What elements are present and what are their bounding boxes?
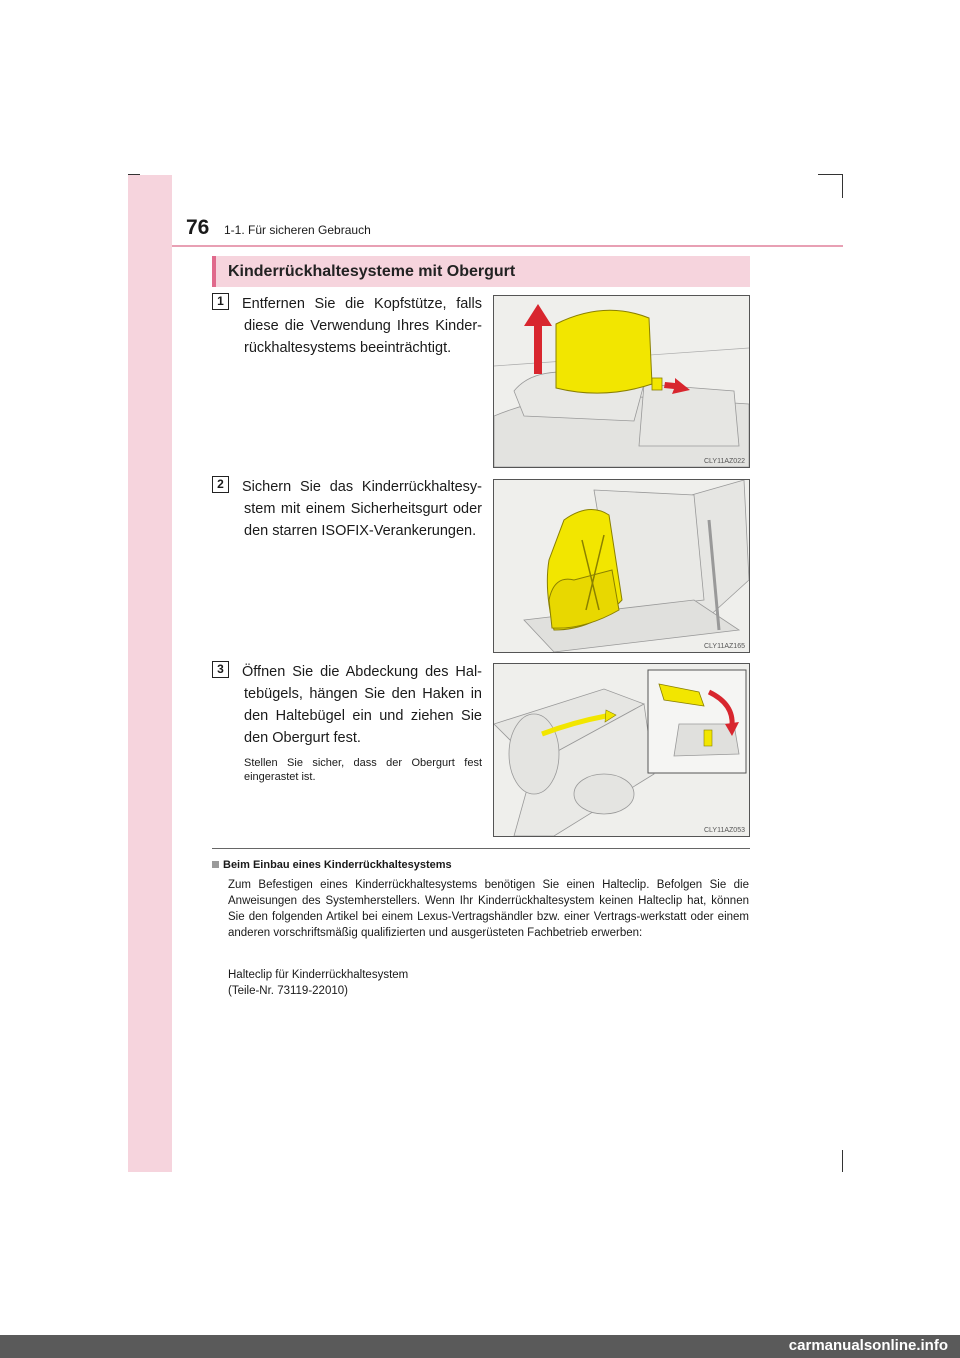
crop-mark-top-right-v	[842, 174, 843, 198]
section-title: Kinderrückhaltesysteme mit Obergurt	[212, 256, 750, 287]
watermark-bar	[0, 1335, 960, 1358]
step-text-2: Sichern Sie das Kinderrückhaltesy-stem mit einem Sicherheitsgurt oder den starren ISOFIX-Verankerungen.	[242, 479, 482, 539]
figure-headrest-removal	[493, 295, 750, 468]
chapter-sidebar	[128, 175, 172, 1172]
step-number-1: 1	[212, 293, 229, 310]
info-part-line-1: Halteclip für Kinderrückhaltesystem	[228, 969, 409, 981]
figure-code: CLY11AZ022	[704, 458, 745, 465]
watermark-text: carmanualsonline.info	[788, 1337, 948, 1354]
info-title-text: Beim Einbau eines Kinderrückhaltesystems	[223, 859, 452, 871]
crop-mark-top-left	[128, 174, 140, 175]
page-number: 76	[186, 216, 210, 239]
header-divider	[172, 245, 843, 247]
info-part-line-2: (Teile-Nr. 73119-22010)	[228, 985, 348, 997]
section-divider	[212, 848, 750, 849]
figure-code: CLY11AZ053	[704, 827, 745, 834]
figure-code: CLY11AZ165	[704, 643, 745, 650]
step-text-3: Öffnen Sie die Abdeckung des Hal-tebügels, hängen Sie den Haken in den Haltebügel ein und ziehen Sie den Obergurt fest.	[242, 664, 482, 746]
figure-child-seat-installation	[493, 479, 750, 653]
info-title	[212, 859, 452, 871]
step-number-2: 2	[212, 476, 229, 493]
info-text: Zum Befestigen eines Kinderrückhaltesystems benötigen Sie einen Halteclip. Befolgen Sie die Anweisungen des Systemherstellers. Wenn Ihr Kinderrückhaltesystem keinen Halteclip hat, können Sie den folgenden Artikel bei einem Lexus-Vertragshändler bzw. einer Vertrags-werkstatt oder einem anderen vorschriftsmäßig qualifizierten und ausgerüsteten Fachbetrieb erwerben:	[228, 879, 749, 939]
step-note-3: Stellen Sie sicher, dass der Obergurt fest eingerastet ist.	[244, 757, 482, 783]
step-number-3: 3	[212, 661, 229, 678]
crop-mark-top-right-h	[818, 174, 842, 175]
step-text-1: Entfernen Sie die Kopfstütze, falls diese die Verwendung Ihres Kinder-rückhaltesystems beeinträchtigt.	[242, 296, 482, 356]
figure-top-tether-attachment	[493, 663, 750, 837]
info-part-number	[228, 967, 749, 999]
crop-mark-bottom-right	[842, 1150, 843, 1172]
bullet-square-icon	[212, 861, 219, 868]
breadcrumb: 1-1. Für sicheren Gebrauch	[224, 223, 371, 237]
